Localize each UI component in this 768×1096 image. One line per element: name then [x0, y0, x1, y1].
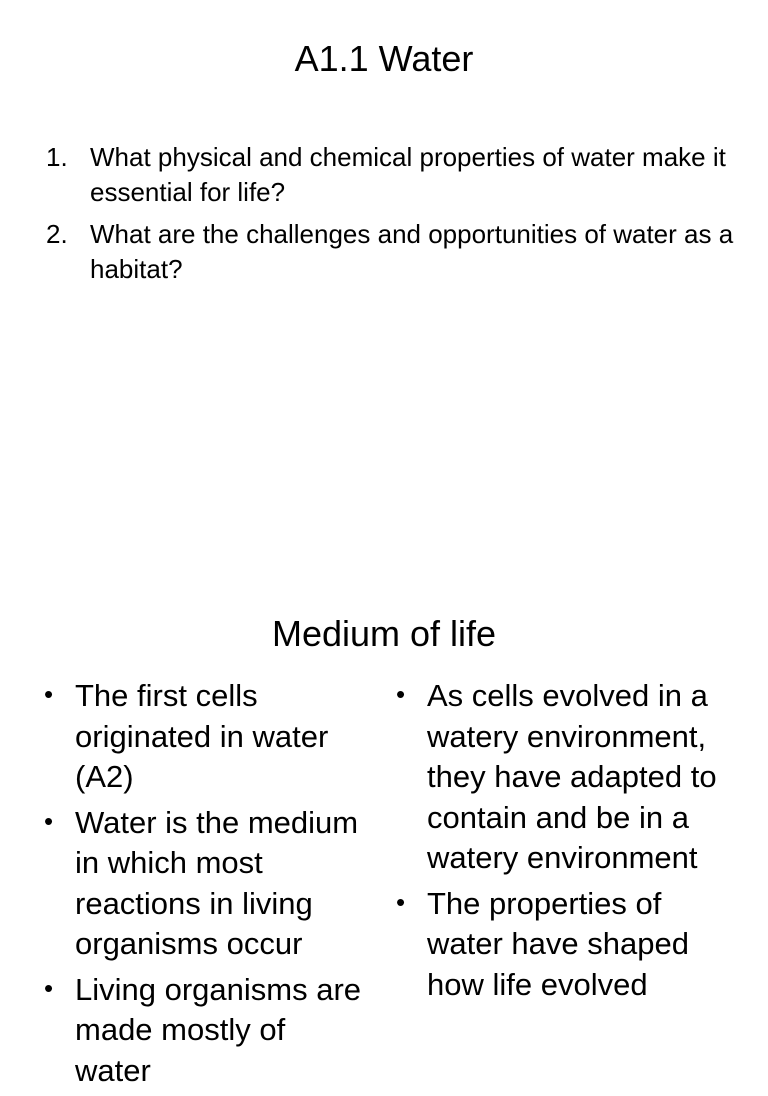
bullet-icon: •: [396, 679, 406, 709]
list-number: 2.: [46, 219, 68, 249]
bullet-text: The properties of water have shaped how life evolved: [427, 885, 689, 1002]
bullet-item: [396, 676, 726, 879]
bullet-text: As cells evolved in a watery environment, they have adapted to contain and be in a watery environment: [427, 678, 717, 875]
bullet-icon: •: [44, 679, 54, 709]
question-list: [44, 140, 734, 294]
question-text: What are the challenges and opportunities of water as a habitat?: [90, 219, 734, 284]
bullet-text: The first cells originated in water (A2): [75, 678, 329, 794]
bullet-icon: •: [44, 805, 54, 836]
bullet-column-left: [44, 676, 364, 1096]
question-text: What physical and chemical properties of water make it essential for life?: [90, 142, 726, 207]
question-item: [44, 217, 734, 287]
bullet-item: [44, 676, 364, 798]
bullet-column-right: [396, 676, 726, 1010]
bullet-item: [396, 884, 726, 1006]
bullet-icon: •: [44, 972, 54, 1003]
bullet-text: Living organisms are made mostly of water: [75, 971, 362, 1088]
slide-title: A1.1 Water: [294, 38, 474, 79]
slide-title: Medium of life: [271, 613, 497, 654]
bullet-text: Water is the medium in which most reactions in living organisms occur: [75, 804, 359, 961]
list-number: 1.: [46, 142, 68, 172]
question-item: [44, 140, 734, 210]
bullet-item: [44, 803, 364, 965]
bullet-icon: •: [396, 886, 406, 917]
bullet-item: [44, 970, 364, 1092]
